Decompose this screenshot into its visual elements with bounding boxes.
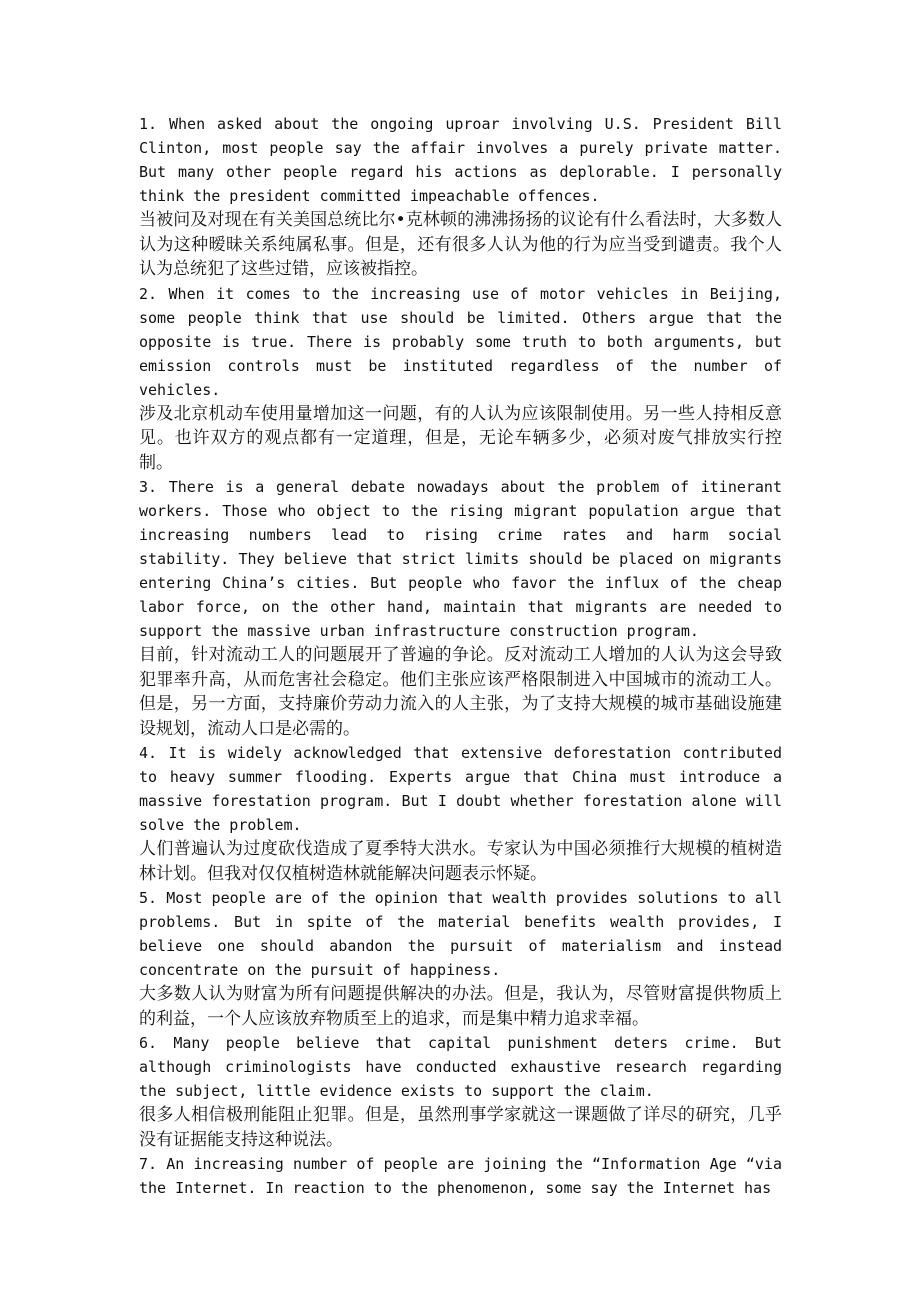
english-paragraph: 3. There is a general debate nowadays about the problem of itinerant workers. Those who object to the rising migrant population argue that increasing numbers lead to rising crime rates and harm social stability. They believe that strict limits should be placed on migrants entering China’s cities. But people who favor the influx of the cheap labor force, on the other hand, maintain that migrants are needed to support the massive urban infrastructure construction program.: [139, 478, 782, 640]
chinese-paragraph: 当被问及对现在有关美国总统比尔•克林顿的沸沸扬扬的议论有什么看法时，大多数人认为这种暧昧关系纯属私事。但是，还有很多人认为他的行为应当受到谴责。我个人认为总统犯了这些过错，应该被指控。: [139, 210, 782, 279]
entry-1: [139, 112, 782, 282]
entry-6: [139, 1031, 782, 1152]
document-page: [139, 112, 782, 1200]
english-paragraph: 5. Most people are of the opinion that wealth provides solutions to all problems. But in spite of the material benefits wealth provides, I believe one should abandon the pursuit of materialism and instead concentrate on the pursuit of happiness.: [139, 889, 782, 979]
entry-4: [139, 741, 782, 886]
chinese-paragraph: 人们普遍认为过度砍伐造成了夏季特大洪水。专家认为中国必须推行大规模的植树造林计划。但我对仅仅植树造林就能解决问题表示怀疑。: [139, 839, 782, 884]
chinese-paragraph: 涉及北京机动车使用量增加这一问题，有的人认为应该限制使用。另一些人持相反意见。也许双方的观点都有一定道理，但是，无论车辆多少，必须对废气排放实行控制。: [139, 403, 782, 473]
entry-7: [139, 1152, 782, 1200]
chinese-paragraph: 大多数人认为财富为所有问题提供解决的办法。但是，我认为，尽管财富提供物质上的利益，一个人应该放弃物质至上的追求，而是集中精力追求幸福。: [139, 984, 782, 1029]
english-paragraph: 2. When it comes to the increasing use of motor vehicles in Beijing, some people think that use should be limited. Others argue that the opposite is true. There is probably some truth to both arguments, but emission controls must be instituted regardless of the number of vehicles.: [139, 284, 782, 399]
english-paragraph: 7. An increasing number of people are joining the “Information Age “via the Internet. In reaction to the phenomenon, some say the Internet has: [139, 1155, 782, 1197]
entry-5: [139, 886, 782, 1031]
chinese-paragraph: 目前，针对流动工人的问题展开了普遍的争论。反对流动工人增加的人认为这会导致犯罪率升高，从而危害社会稳定。他们主张应该严格限制进入中国城市的流动工人。但是，另一方面，支持廉价劳动力流入的人主张，为了支持大规模的城市基础设施建设规划，流动人口是必需的。: [139, 645, 782, 739]
entry-2: [139, 282, 782, 476]
english-paragraph: 6. Many people believe that capital punishment deters crime. But although criminologists have conducted exhaustive research regarding the subject, little evidence exists to support the claim.: [139, 1034, 782, 1100]
english-paragraph: 4. It is widely acknowledged that extensive deforestation contributed to heavy summer flooding. Experts argue that China must introduce a massive forestation program. But I doubt whether forestation alone will solve the problem.: [139, 744, 782, 834]
english-paragraph: 1. When asked about the ongoing uproar involving U.S. President Bill Clinton, most people say the affair involves a purely private matter. But many other people regard his actions as deplorable. I personally think the president committed impeachable offences.: [139, 115, 782, 205]
chinese-paragraph: 很多人相信极刑能阻止犯罪。但是，虽然刑事学家就这一课题做了详尽的研究，几乎没有证据能支持这种说法。: [139, 1105, 782, 1150]
entry-3: [139, 475, 782, 741]
